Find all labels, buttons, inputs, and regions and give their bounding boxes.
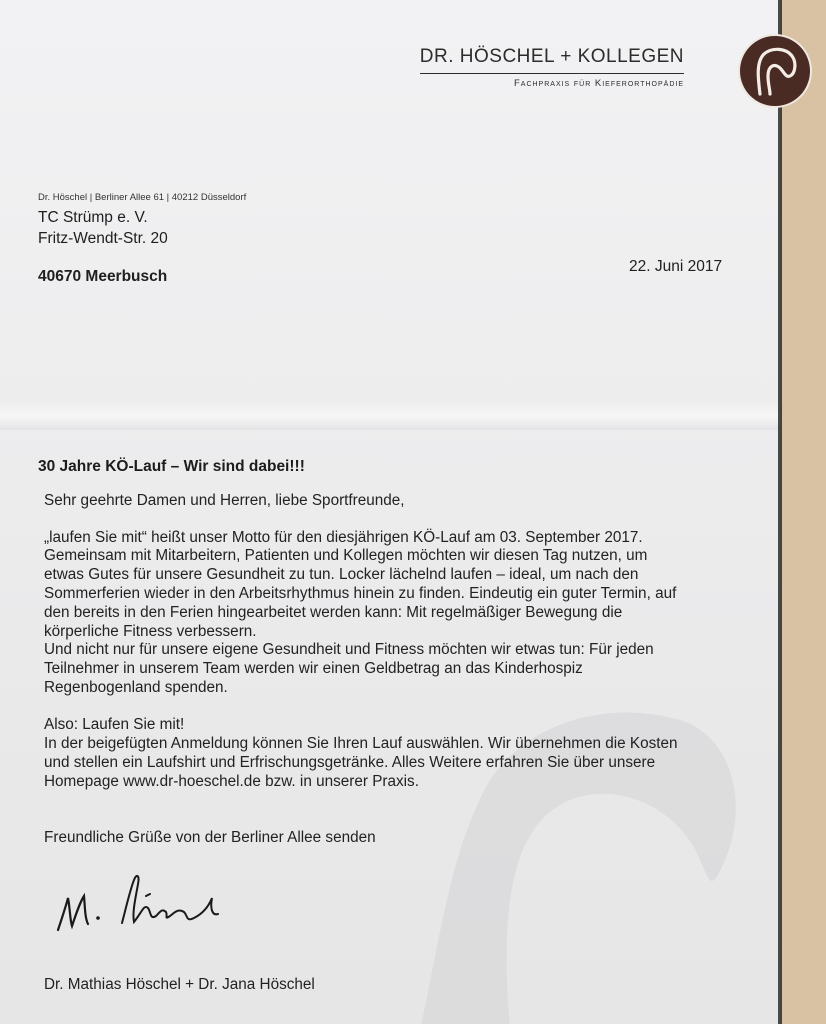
letter-subject: 30 Jahre KÖ-Lauf – Wir sind dabei!!! bbox=[38, 458, 305, 475]
body-line: den bereits in den Ferien hingearbeitet werden kann: Mit regelmäßiger Bewegung die bbox=[44, 604, 623, 621]
body-line: Gemeinsam mit Mitarbeitern, Patienten und Kollegen möchten wir diesen Tag nutzen, um bbox=[44, 547, 648, 564]
recipient-street: Fritz-Wendt-Str. 20 bbox=[38, 230, 168, 247]
signatories: Dr. Mathias Höschel + Dr. Jana Höschel bbox=[44, 976, 315, 993]
body-line: und stellen ein Laufshirt und Erfrischungsgetränke. Alles Weitere erfahren Sie über unsere bbox=[44, 754, 656, 771]
handwritten-signature bbox=[52, 868, 232, 938]
body-line: Teilnehmer in unserem Team werden wir einen Geldbetrag an das Kinderhospiz bbox=[44, 660, 583, 677]
paper-edge bbox=[778, 0, 782, 1024]
body-line: Homepage www.dr-hoeschel.de bzw. in unserer Praxis. bbox=[44, 773, 419, 790]
body-line: Sommerferien wieder in den Arbeitsrhythmus hinein zu finden. Eindeutig ein guter Termin, auf bbox=[44, 585, 677, 602]
recipient-city: 40670 Meerbusch bbox=[38, 268, 168, 285]
letterhead-rule bbox=[420, 73, 684, 74]
closing-line: Freundliche Grüße von der Berliner Allee senden bbox=[44, 829, 376, 846]
tooth-logo-icon bbox=[740, 36, 810, 106]
body-line: etwas Gutes für unsere Gesundheit zu tun. Locker lächelnd laufen – ideal, um nach den bbox=[44, 566, 639, 583]
body-line: „laufen Sie mit“ heißt unser Motto für den diesjährigen KÖ-Lauf am 03. September 2017. bbox=[44, 529, 643, 546]
paper-fold bbox=[0, 402, 780, 430]
body-line: Also: Laufen Sie mit! bbox=[44, 716, 185, 733]
letterhead bbox=[420, 46, 684, 89]
practice-subtitle: Fachpraxis für Kieferorthopädie bbox=[513, 78, 684, 89]
body-line: Und nicht nur für unsere eigene Gesundheit und Fitness möchten wir etwas tun: Für jeden bbox=[44, 641, 654, 658]
salutation: Sehr geehrte Damen und Herren, liebe Sportfreunde, bbox=[44, 492, 405, 509]
body-line: In der beigefügten Anmeldung können Sie Ihren Lauf auswählen. Wir übernehmen die Kosten bbox=[44, 735, 678, 752]
practice-name: DR. HÖSCHEL + KOLLEGEN bbox=[419, 46, 684, 67]
letter-date: 22. Juni 2017 bbox=[629, 258, 723, 275]
body-line: Regenbogenland spenden. bbox=[44, 679, 228, 696]
recipient-name: TC Strümp e. V. bbox=[38, 209, 148, 226]
sender-line: Dr. Höschel | Berliner Allee 61 | 40212 Düsseldorf bbox=[38, 192, 247, 203]
body-line: körperliche Fitness verbessern. bbox=[44, 623, 257, 640]
